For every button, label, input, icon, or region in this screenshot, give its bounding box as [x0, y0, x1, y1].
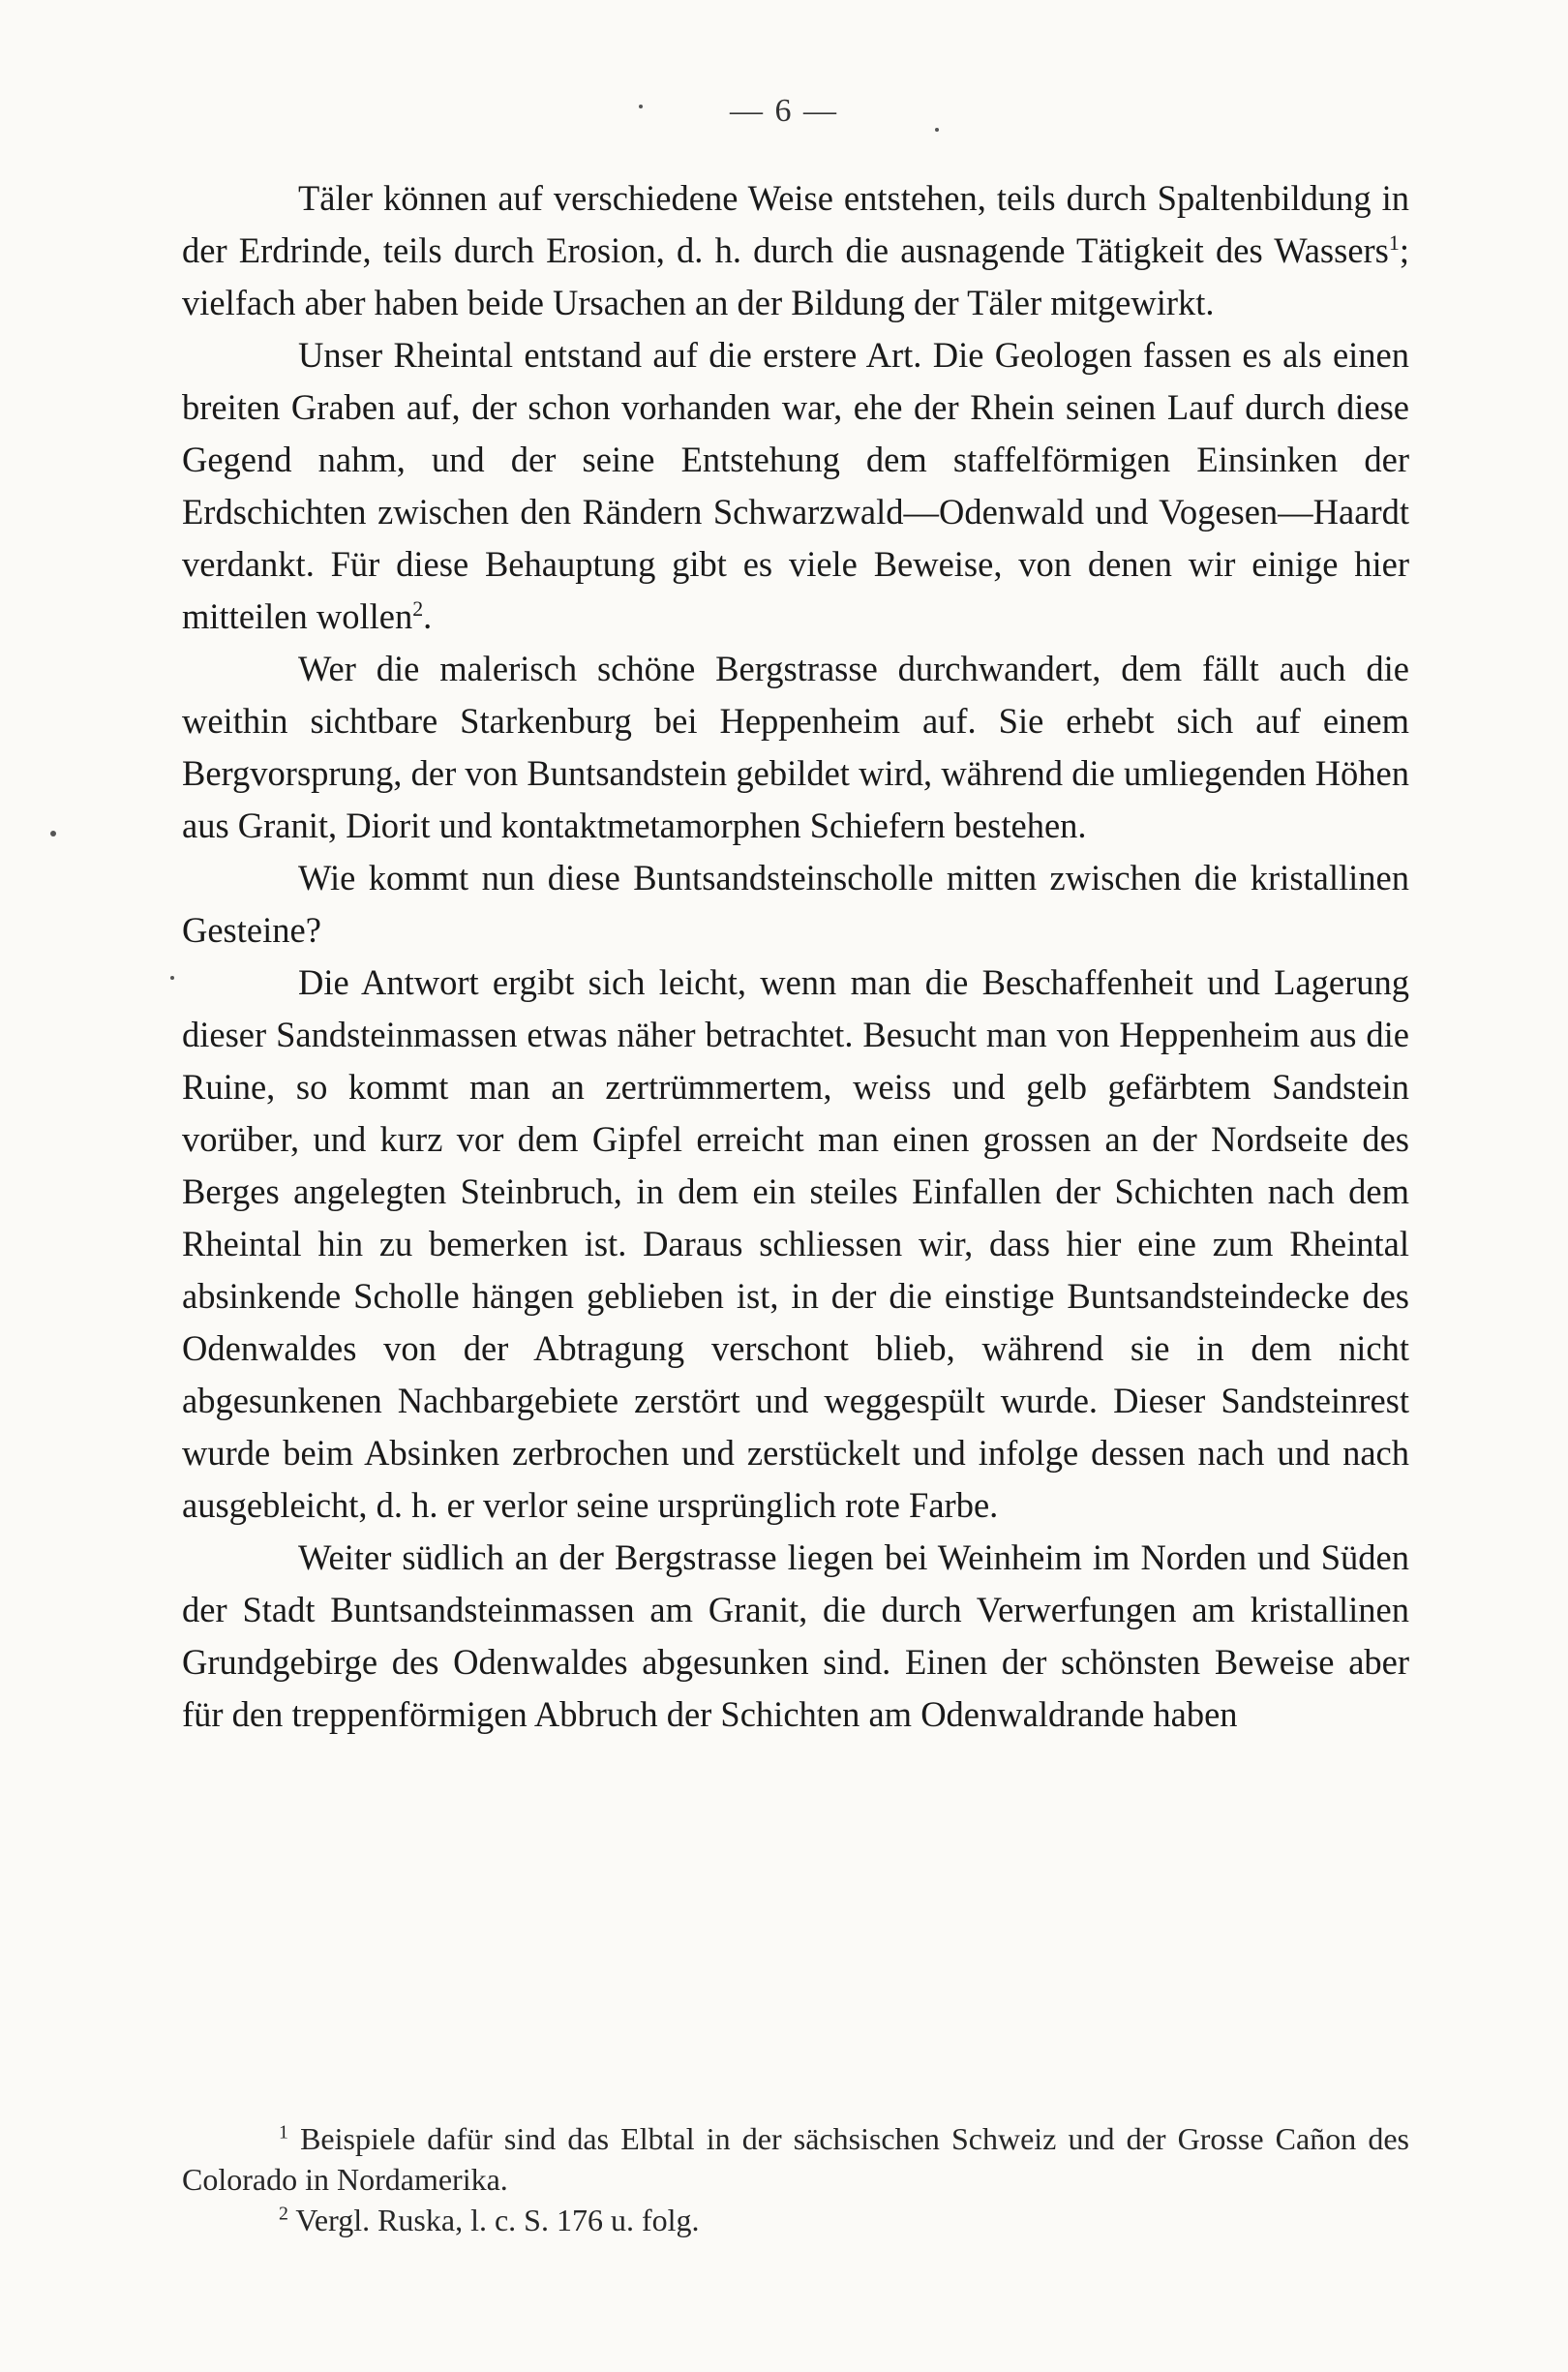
- footnote: [182, 2118, 1409, 2200]
- footnote-mark: 1: [279, 2121, 288, 2144]
- paragraph: Weiter südlich an der Bergstrasse liegen bei Weinheim im Norden und Süden der Stadt Buntsandsteinmassen am Granit, die durch Verwerfungen am kristallinen Grundgebirge des Odenwaldes abgesunken sind. Einen der schönsten Beweise aber für den treppenförmigen Abbruch der Schichten am Odenwaldrande haben: [182, 1537, 1409, 1734]
- body-text: [182, 172, 1409, 1741]
- footnote-reference: 1: [1388, 229, 1400, 255]
- footnote: [182, 2200, 1409, 2240]
- print-speck: [170, 976, 174, 980]
- footnotes: [182, 2118, 1409, 2240]
- footnote-text: Vergl. Ruska, l. c. S. 176 u. folg.: [295, 2203, 700, 2237]
- paragraph: Unser Rheintal entstand auf die erstere Art. Die Geologen fassen es als einen breiten Graben auf, der schon vorhanden war, ehe der Rhein seinen Lauf durch diese Gegend nahm, und der seine Entstehung dem staffelförmigen Einsinken der Erdschichten zwischen den Rändern Schwarzwald—Odenwald und Vogesen—Haardt verdankt. Für diese Behauptung gibt es viele Beweise, von denen wir einige hier mitteilen wollen$^2$.: [182, 335, 1409, 636]
- footnote-reference: 2: [412, 595, 424, 621]
- footnote-text: Beispiele dafür sind das Elbtal in der sächsischen Schweiz und der Grosse Cañon des Colorado in Nordamerika.: [182, 2121, 1410, 2197]
- print-speck: [50, 831, 56, 836]
- footnote-mark: 2: [279, 2203, 288, 2225]
- paragraph: Täler können auf verschiedene Weise entstehen, teils durch Spaltenbildung in der Erdrinde, teils durch Erosion, d. h. durch die ausnagende Tätigkeit des Wassers$^1$; vielfach aber haben beide Ursachen an der Bildung der Täler mitgewirkt.: [182, 178, 1409, 322]
- paragraph: Wer die malerisch schöne Bergstrasse durchwandert, dem fällt auch die weithin sichtbare Starkenburg bei Heppenheim auf. Sie erhebt sich auf einem Bergvorsprung, der von Buntsandstein gebildet wird, während die umliegenden Höhen aus Granit, Diorit und kontaktmetamorphen Schiefern bestehen.: [182, 649, 1409, 845]
- paragraph: Wie kommt nun diese Buntsandsteinscholle mitten zwischen die kristallinen Gesteine?: [182, 858, 1409, 950]
- page-number-header: — 6 —: [730, 93, 838, 129]
- paragraph: Die Antwort ergibt sich leicht, wenn man die Beschaffenheit und Lagerung dieser Sandsteinmassen etwas näher betrachtet. Besucht man von Heppenheim aus die Ruine, so kommt man an zertrümmertem, weiss und gelb gefärbtem Sandstein vorüber, und kurz vor dem Gipfel erreicht man einen grossen an der Nordseite des Berges angelegten Steinbruch, in dem ein steiles Einfallen der Schichten nach dem Rheintal hin zu bemerken ist. Daraus schliessen wir, dass hier eine zum Rheintal absinkende Scholle hängen geblieben ist, in der die einstige Buntsandsteindecke des Odenwaldes von der Abtragung verschont blieb, während sie in dem nicht abgesunkenen Nachbargebiete zerstört und weggespült wurde. Dieser Sandsteinrest wurde beim Absinken zerbrochen und zerstückelt und infolge dessen nach und nach ausgebleicht, d. h. er verlor seine ursprünglich rote Farbe.: [182, 962, 1409, 1525]
